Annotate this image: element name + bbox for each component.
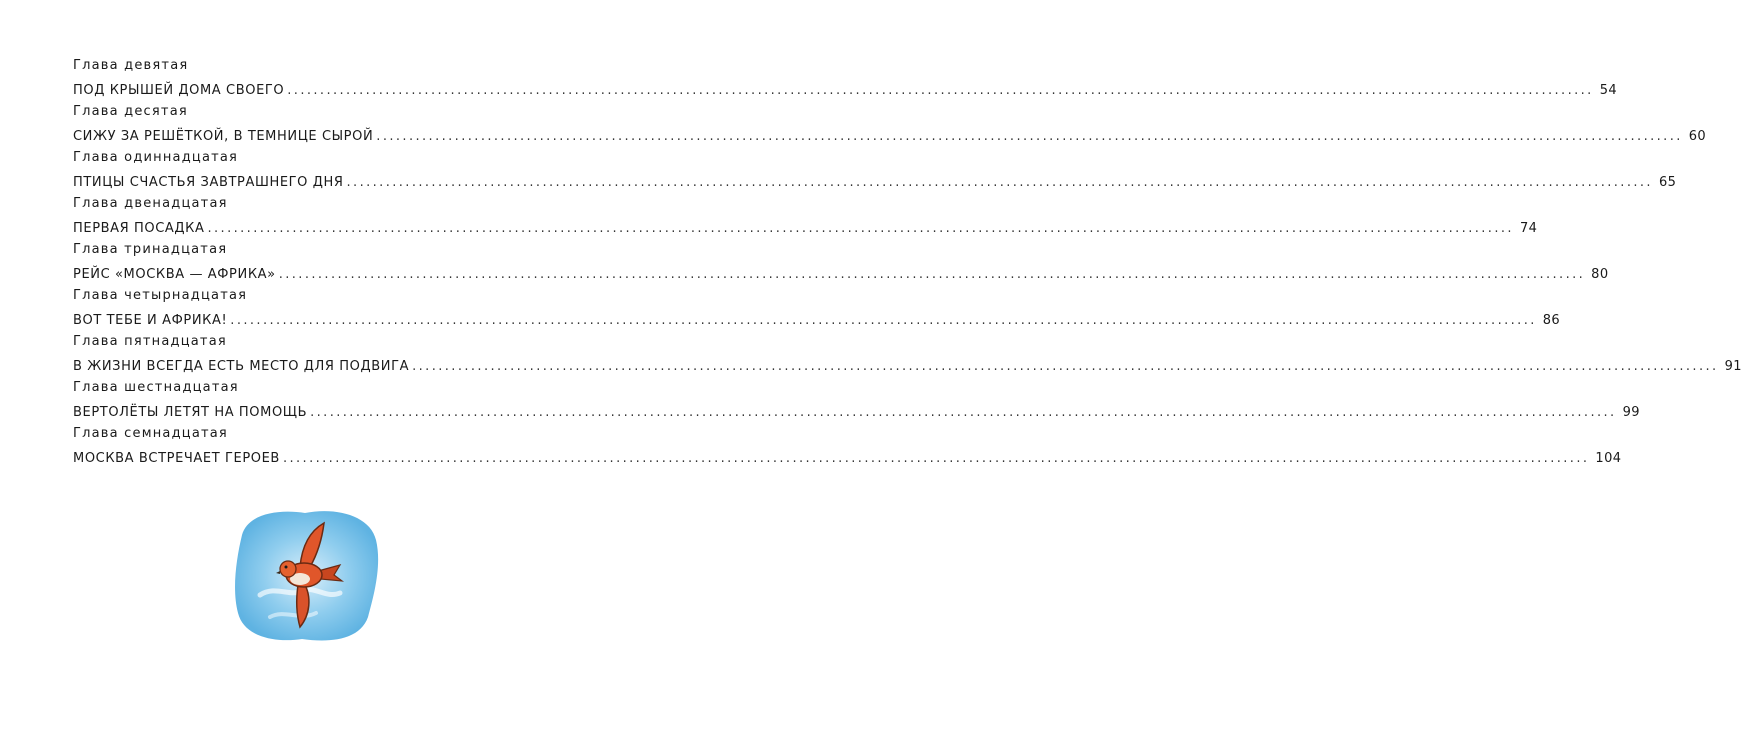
toc-line — [73, 83, 1618, 98]
chapter-number: Глава десятая — [73, 104, 188, 119]
dot-leader: ........................................................................................................................................................................................................ — [207, 221, 1514, 236]
chapter-number: Глава пятнадцатая — [73, 334, 227, 349]
toc-entry[interactable] — [73, 150, 1677, 196]
toc-entry[interactable] — [73, 104, 1707, 150]
bird-head — [280, 561, 296, 577]
toc-line — [73, 175, 1677, 190]
page-number: 80 — [1591, 267, 1609, 282]
toc-entry[interactable] — [73, 288, 1561, 334]
page-number: 65 — [1658, 175, 1677, 190]
chapter-title: ВЕРТОЛЁТЫ ЛЕТЯТ НА ПОМОЩЬ — [73, 405, 308, 420]
toc-line — [73, 451, 1622, 466]
page-number: 74 — [1519, 221, 1538, 236]
chapter-title: МОСКВА ВСТРЕЧАЕТ ГЕРОЕВ — [73, 451, 280, 466]
page-number: 99 — [1622, 405, 1640, 420]
chapter-number: Глава тринадцатая — [73, 242, 228, 257]
toc-line — [73, 221, 1538, 236]
dot-leader: ........................................................................................................................................................................................................ — [287, 83, 1594, 98]
page-number: 91 — [1724, 359, 1742, 374]
toc-line — [73, 129, 1707, 144]
page-number: 104 — [1595, 451, 1622, 466]
chapter-title: ПЕРВАЯ ПОСАДКА — [73, 221, 205, 236]
toc-entry[interactable] — [73, 334, 1742, 380]
bird-illustration — [230, 505, 380, 645]
chapter-title: СИЖУ ЗА РЕШЁТКОЙ, В ТЕМНИЦЕ СЫРОЙ — [73, 129, 374, 144]
cloud-wisp — [270, 613, 316, 617]
toc-entry[interactable] — [73, 58, 1618, 104]
table-of-contents — [73, 58, 1742, 472]
chapter-title: ВОТ ТЕБЕ И АФРИКА! — [73, 313, 228, 328]
chapter-number: Глава двенадцатая — [73, 196, 228, 211]
toc-entry[interactable] — [73, 242, 1609, 288]
toc-line — [73, 405, 1640, 420]
page-number: 54 — [1599, 83, 1618, 98]
chapter-title: В ЖИЗНИ ВСЕГДА ЕСТЬ МЕСТО ДЛЯ ПОДВИГА — [73, 359, 410, 374]
dot-leader: ........................................................................................................................................................................................................ — [412, 359, 1719, 374]
page-number: 86 — [1542, 313, 1561, 328]
chapter-number: Глава девятая — [73, 58, 189, 73]
dot-leader: ........................................................................................................................................................................................................ — [230, 313, 1537, 328]
toc-line — [73, 267, 1609, 282]
chapter-number: Глава семнадцатая — [73, 426, 228, 441]
page-number: 60 — [1688, 129, 1707, 144]
dot-leader: ........................................................................................................................................................................................................ — [310, 405, 1617, 420]
chapter-number: Глава шестнадцатая — [73, 380, 239, 395]
toc-line — [73, 359, 1742, 374]
dot-leader: ........................................................................................................................................................................................................ — [376, 129, 1683, 144]
dot-leader: ........................................................................................................................................................................................................ — [282, 451, 1590, 466]
chapter-title: ПТИЦЫ СЧАСТЬЯ ЗАВТРАШНЕГО ДНЯ — [73, 175, 344, 190]
toc-line — [73, 313, 1561, 328]
chapter-number: Глава четырнадцатая — [73, 288, 248, 303]
dot-leader: ........................................................................................................................................................................................................ — [346, 175, 1653, 190]
bird-eye — [285, 566, 288, 569]
dot-leader: ........................................................................................................................................................................................................ — [278, 267, 1586, 282]
chapter-title: РЕЙС «МОСКВА — АФРИКА» — [73, 267, 276, 282]
chapter-number: Глава одиннадцатая — [73, 150, 239, 165]
toc-entry[interactable] — [73, 426, 1622, 472]
chapter-title: ПОД КРЫШЕЙ ДОМА СВОЕГО — [73, 83, 285, 98]
toc-entry[interactable] — [73, 380, 1640, 426]
toc-entry[interactable] — [73, 196, 1538, 242]
